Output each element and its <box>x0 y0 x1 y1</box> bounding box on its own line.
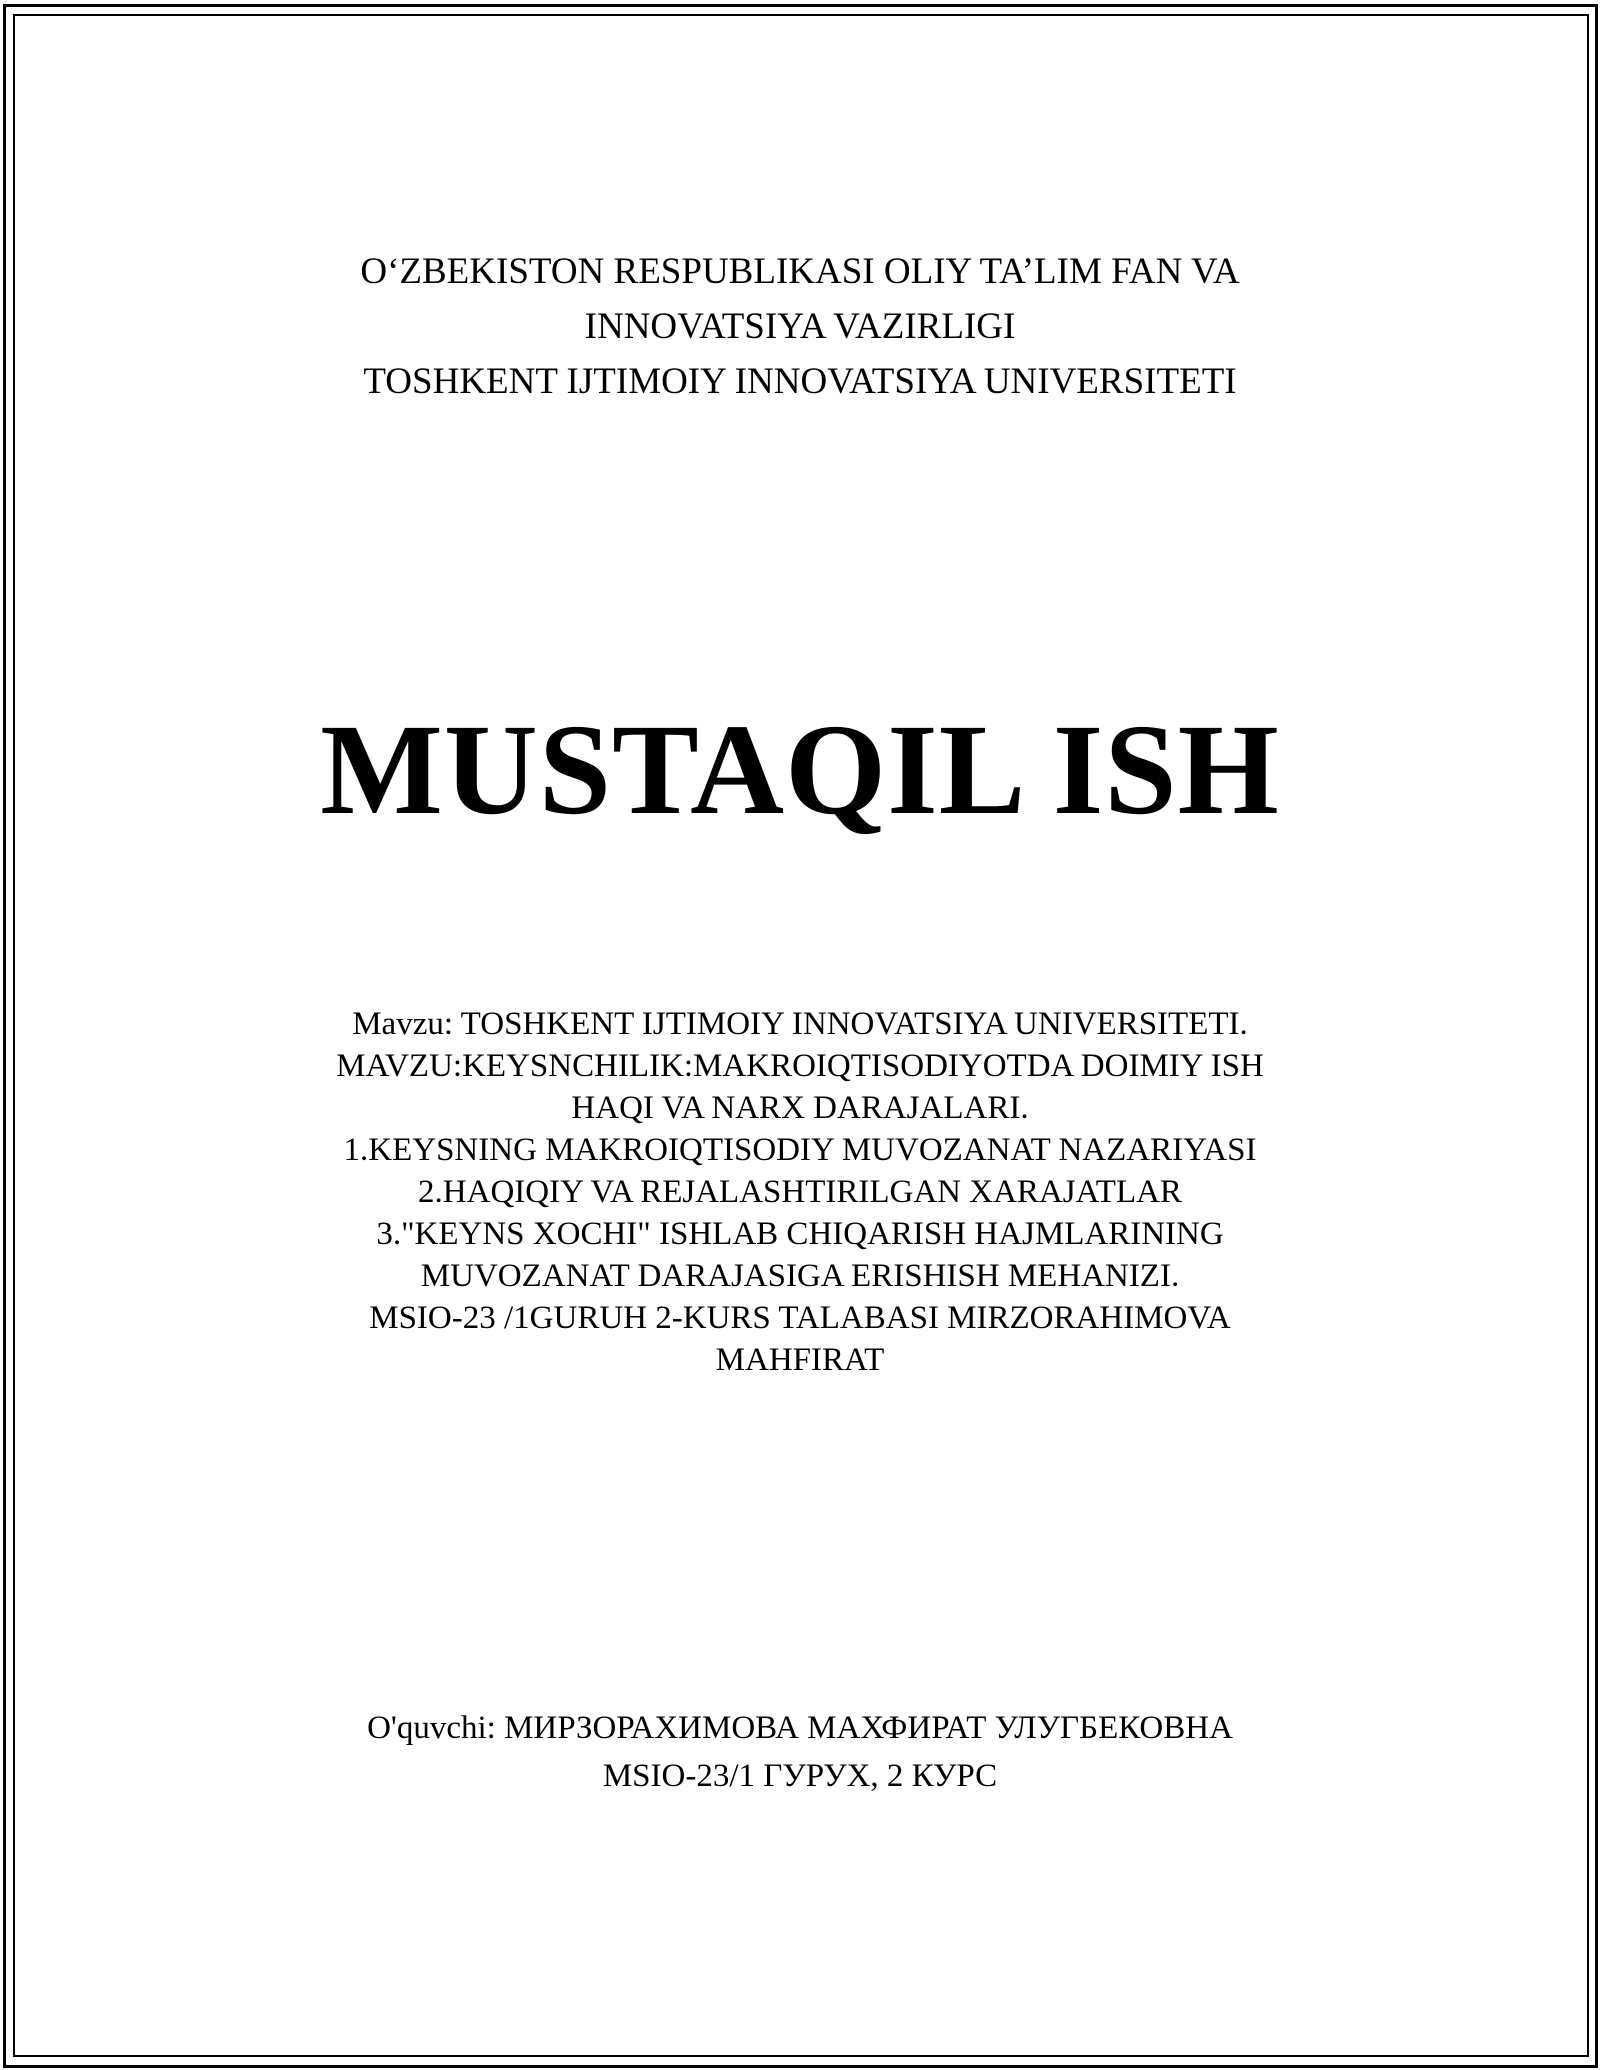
topic-line: MUVOZANAT DARAJASIGA ERISHISH MEHANIZI. <box>420 1258 1180 1294</box>
document-title: MUSTAQIL ISH <box>320 698 1280 842</box>
topic-line: 3."KEYNS XOCHI" ISHLAB CHIQARISH HAJMLARINING <box>376 1216 1224 1252</box>
student-line: O'quvchi: МИРЗОРАХИМОВА МАХФИРАТ УЛУГБЕКОВНА <box>367 1710 1233 1746</box>
topic-block <box>0 1003 1600 1381</box>
topic-line: MSIO-23 /1GURUH 2-KURS TALABASI MIRZORAHIMOVA <box>369 1300 1231 1336</box>
student-info <box>0 1704 1600 1800</box>
topic-line: 2.HAQIQIY VA REJALASHTIRILGAN XARAJATLAR <box>418 1174 1182 1210</box>
header-line: O‘ZBEKISTON RESPUBLIKASI OLIY TA’LIM FAN VA <box>360 251 1240 292</box>
institution-header <box>0 244 1600 409</box>
student-line: MSIO-23/1 ГУРУХ, 2 КУРС <box>602 1758 998 1794</box>
topic-line: 1.KEYSNING MAKROIQTISODIY MUVOZANAT NAZARIYASI <box>343 1132 1257 1168</box>
topic-line: Mavzu: TOSHKENT IJTIMOIY INNOVATSIYA UNIVERSITETI. <box>352 1006 1248 1042</box>
topic-line: MAHFIRAT <box>715 1342 885 1378</box>
topic-line: HAQI VA NARX DARAJALARI. <box>571 1090 1029 1126</box>
topic-line: MAVZU:KEYSNCHILIK:MAKROIQTISODIYOTDA DOIMIY ISH <box>336 1048 1264 1084</box>
header-line: INNOVATSIYA VAZIRLIGI <box>584 306 1016 347</box>
header-line: TOSHKENT IJTIMOIY INNOVATSIYA UNIVERSITETI <box>363 361 1237 402</box>
